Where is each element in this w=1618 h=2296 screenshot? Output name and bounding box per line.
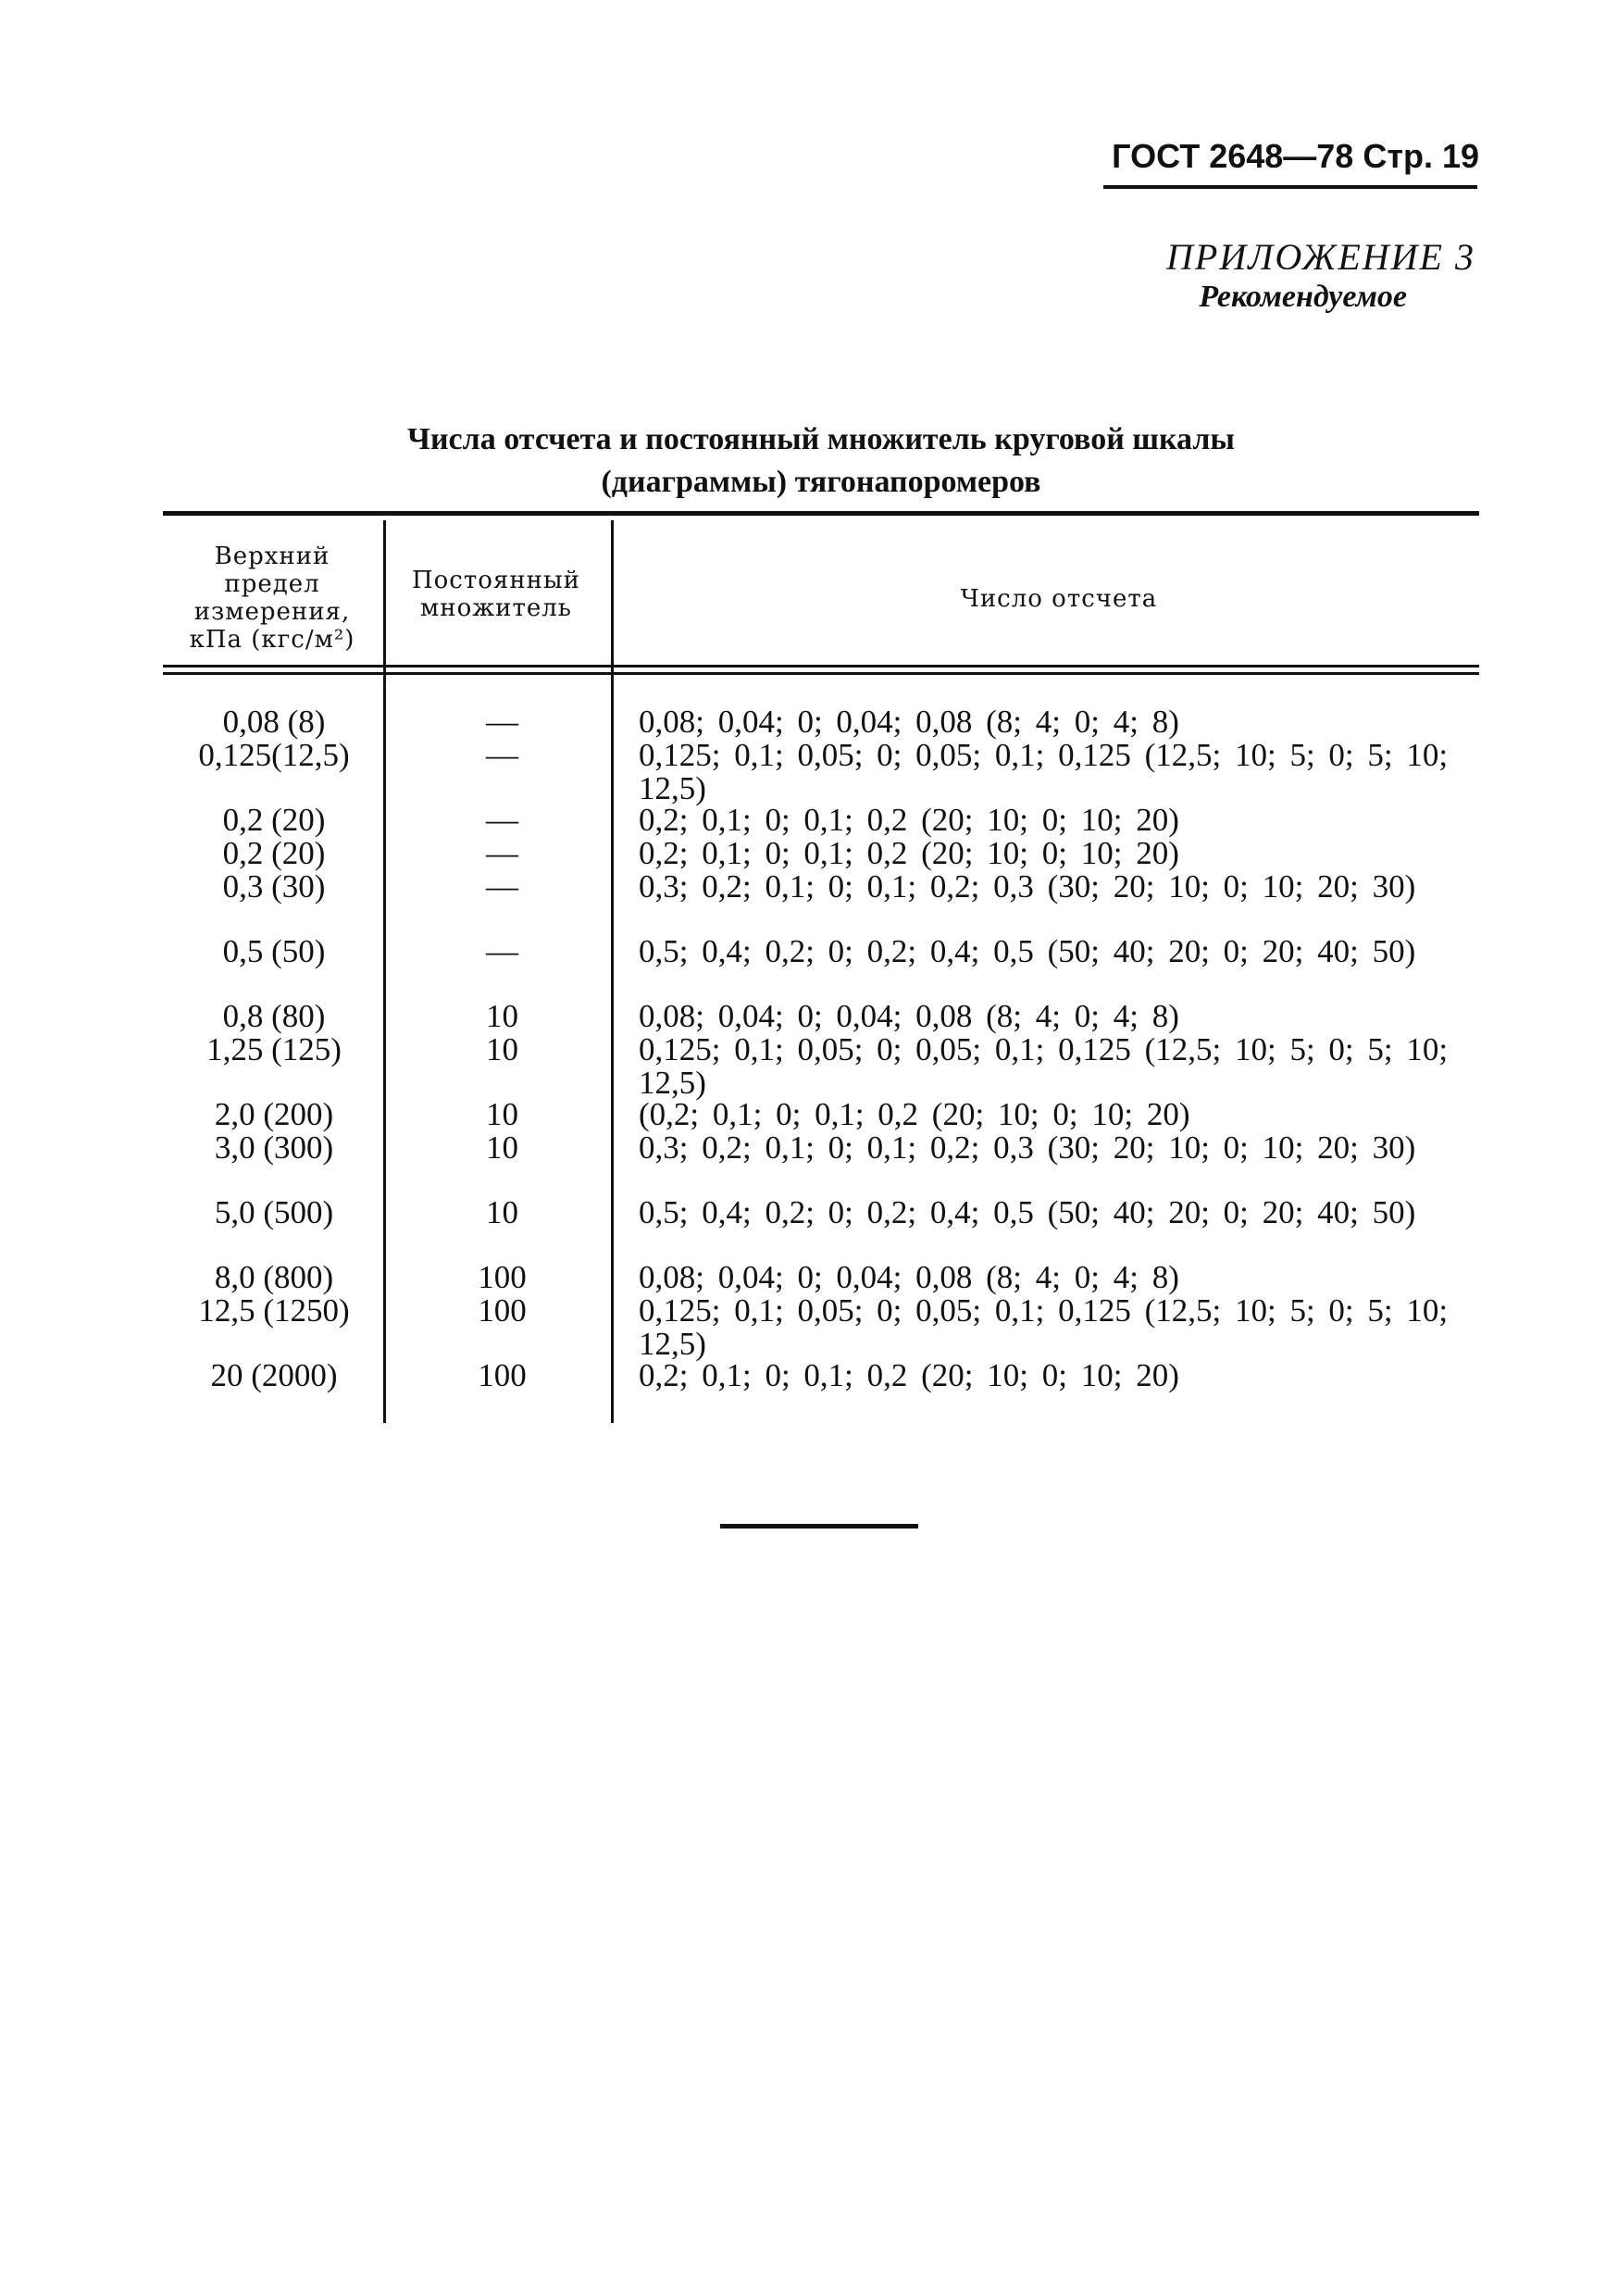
cell-limit: 0,5 (50) [222,933,326,969]
cell-readings: 0,5; 0,4; 0,2; 0; 0,2; 0,4; 0,5 (50; 40; 20; 0; 20; 40; 50) [639,933,1416,969]
cell-readings: 0,08; 0,04; 0; 0,04; 0,08 (8; 4; 0; 4; 8) [639,704,1179,740]
header-separator-rule-1 [163,665,1479,668]
cell-multiplier: 10 [486,998,518,1034]
appendix-status: Рекомендуемое [1199,280,1407,314]
cell-readings: 0,125; 0,1; 0,05; 0; 0,05; 0,1; 0,125 (12,5; 10; 5; 0; 5; 10; 12,5) [639,1031,1449,1101]
cell-limit: 20 (2000) [210,1357,338,1393]
cell-limit: 12,5 (1250) [198,1292,350,1329]
cell-multiplier: — [486,835,518,871]
column-header-limit: Верхний предел измерения, кПа (кгс/м²) [189,543,355,654]
cell-limit: 2,0 (200) [214,1096,334,1132]
end-rule [720,1524,918,1529]
cell-multiplier: 100 [478,1259,527,1295]
cell-limit: 0,2 (20) [222,835,326,871]
cell-multiplier: 10 [486,1194,518,1230]
column-header-readings: Число отсчета [960,585,1158,613]
table-title-line-2: (диаграммы) тягонапоромеров [601,465,1041,499]
cell-readings: 0,125; 0,1; 0,05; 0; 0,05; 0,1; 0,125 (12,5; 10; 5; 0; 5; 10; 12,5) [639,737,1449,806]
cell-limit: 0,125(12,5) [198,737,350,773]
column-header-multiplier: Постоянный множитель [411,567,580,622]
cell-multiplier: 10 [486,1129,518,1166]
cell-multiplier: 100 [478,1357,527,1393]
cell-multiplier: — [486,802,518,838]
cell-limit: 0,8 (80) [222,998,326,1034]
table-top-rule [163,511,1479,516]
appendix-title: ПРИЛОЖЕНИЕ 3 [1166,236,1475,278]
cell-multiplier: — [486,868,518,905]
cell-limit: 8,0 (800) [214,1259,334,1295]
cell-multiplier: — [486,704,518,740]
cell-limit: 3,0 (300) [214,1129,334,1166]
cell-limit: 0,08 (8) [222,704,326,740]
cell-readings: 0,08; 0,04; 0; 0,04; 0,08 (8; 4; 0; 4; 8) [639,998,1179,1034]
header-rule [1103,185,1477,189]
cell-multiplier: — [486,737,518,773]
cell-limit: 1,25 (125) [206,1031,342,1067]
cell-multiplier: 100 [478,1292,527,1329]
cell-limit: 0,2 (20) [222,802,326,838]
cell-readings: 0,5; 0,4; 0,2; 0; 0,2; 0,4; 0,5 (50; 40; 20; 0; 20; 40; 50) [639,1194,1416,1230]
cell-readings: 0,2; 0,1; 0; 0,1; 0,2 (20; 10; 0; 10; 20) [639,835,1179,871]
cell-readings: 0,08; 0,04; 0; 0,04; 0,08 (8; 4; 0; 4; 8) [639,1259,1179,1295]
cell-limit: 0,3 (30) [222,868,326,905]
cell-multiplier: 10 [486,1031,518,1067]
cell-readings: 0,2; 0,1; 0; 0,1; 0,2 (20; 10; 0; 10; 20) [639,1357,1179,1393]
table-title-line-1: Числа отсчета и постоянный множитель круговой шкалы [407,422,1235,456]
cell-multiplier: — [486,933,518,969]
cell-limit: 5,0 (500) [214,1194,334,1230]
cell-multiplier: 10 [486,1096,518,1132]
page-header: ГОСТ 2648—78 Стр. 19 [1112,137,1479,175]
cell-readings: 0,125; 0,1; 0,05; 0; 0,05; 0,1; 0,125 (12,5; 10; 5; 0; 5; 10; 12,5) [639,1292,1449,1362]
cell-readings: 0,3; 0,2; 0,1; 0; 0,1; 0,2; 0,3 (30; 20; 10; 0; 10; 20; 30) [639,868,1416,905]
header-separator-rule-2 [163,672,1479,675]
cell-readings: (0,2; 0,1; 0; 0,1; 0,2 (20; 10; 0; 10; 20) [639,1096,1190,1132]
table-title [163,418,1479,504]
cell-readings: 0,2; 0,1; 0; 0,1; 0,2 (20; 10; 0; 10; 20) [639,802,1179,838]
cell-readings: 0,3; 0,2; 0,1; 0; 0,1; 0,2; 0,3 (30; 20; 10; 0; 10; 20; 30) [639,1129,1416,1166]
